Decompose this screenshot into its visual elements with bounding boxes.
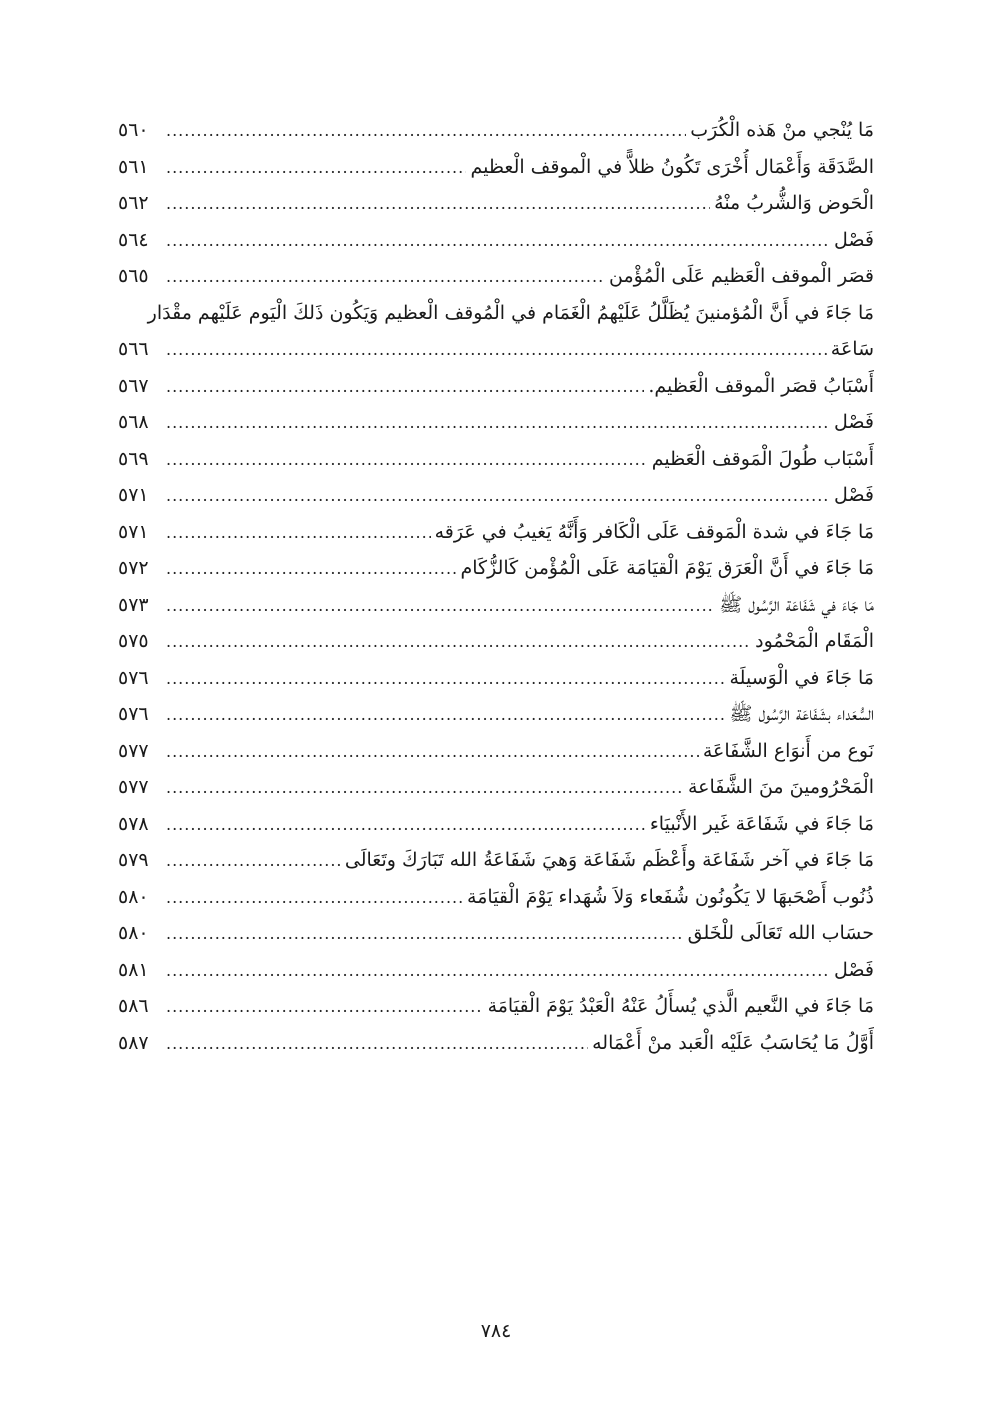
toc-entry xyxy=(118,915,874,952)
toc-entry xyxy=(118,988,874,1025)
dot-leader xyxy=(166,770,684,806)
toc-entry xyxy=(118,331,874,368)
dot-leader xyxy=(166,588,715,624)
toc-entry-page: ٥٦٥ xyxy=(118,265,149,287)
toc-entry xyxy=(118,842,874,879)
toc-entry-title: مَا جَاءَ في الْوَسيلَة xyxy=(729,666,874,689)
dot-leader xyxy=(166,734,699,770)
dot-leader xyxy=(166,332,827,368)
toc-entry-title-line: مَا جَاءَ في أَنَّ الْمُؤمنينَ يُظَلَّلُ عَلَيْهمُ الْغَمَام في الْمُوقف الْعظيم وَيَكُون ذَلكَ الْيَوم عَلَيْهم مقْدَار xyxy=(147,301,874,324)
toc-entry-page: ٥٧١ xyxy=(118,520,149,543)
toc-entry-page: ٥٧٢ xyxy=(118,557,149,579)
dot-leader xyxy=(166,843,341,879)
toc-entry-title: مَا جَاءَ في شدة الْمَوقف عَلَى الْكَافر وَأَنَّهُ يَغيبُ في عَرَقه xyxy=(434,520,874,543)
toc-entry-title: الْمَحْرُومينَ منَ الشَّفَاعة xyxy=(687,776,874,798)
toc-entry-title: فَصْل xyxy=(834,958,874,981)
toc-entry-page: ٥٦٢ xyxy=(118,192,149,214)
toc-entry-title: مَا جَاءَ في آخر شَفَاعَة وأَعْظَم شَفَاعَة وَهيَ شَفَاعَةُ الله تَبَارَكَ وتَعَالَى xyxy=(344,849,874,871)
toc-entry-title: الصَّدَقَة وَأَعْمَال أُخْرَى تَكُونُ ظلاًّ في الْموقف الْعظيم xyxy=(470,155,874,178)
toc-entry-title: الْحَوض وَالشُّربُ منْهُ xyxy=(714,192,874,214)
dot-leader xyxy=(166,697,725,733)
toc-entry-title: الْمَقَام الْمَحْمُود xyxy=(755,630,874,652)
toc-entry xyxy=(118,368,874,405)
toc-entry xyxy=(118,441,874,478)
toc-entry-title: نَوع من أَنوَاع الشَّفَاعَة xyxy=(702,739,874,762)
toc-entry-title: سَاعَة xyxy=(830,338,874,360)
toc-entry xyxy=(118,477,874,514)
toc-entry xyxy=(118,806,874,843)
toc-entry xyxy=(118,222,874,259)
toc-entry-page: ٥٨٦ xyxy=(118,995,149,1017)
toc-entry xyxy=(118,550,874,587)
toc-entry-page: ٥٦٤ xyxy=(118,228,149,251)
toc-entry-page: ٥٨١ xyxy=(118,958,149,981)
dot-leader xyxy=(166,515,431,551)
toc-entry xyxy=(118,112,874,149)
toc-entry-page: ٥٧٩ xyxy=(118,849,149,871)
dot-leader xyxy=(166,1026,588,1062)
toc-entry-page: ٥٦٠ xyxy=(118,119,149,141)
toc-entry-title: ذُنُوب أَصْحَبهَا لا يَكُونُون شُفَعاء وَلاَ شُهَداء يَوْمَ الْقيَامَة xyxy=(467,885,874,908)
toc-entry-title: مَا يُنْجي منْ هَذه الْكُرَب xyxy=(690,119,874,141)
toc-entry-title: أَسْبَابُ قصَر الْموقف الْعَظيم. xyxy=(648,374,874,397)
toc-entry-page: ٥٦١ xyxy=(118,155,149,178)
dot-leader xyxy=(166,551,456,587)
dot-leader xyxy=(166,150,466,186)
toc-entry-page: ٥٦٩ xyxy=(118,447,149,470)
toc-entry-page: ٥٦٧ xyxy=(118,374,149,397)
toc-entry xyxy=(118,149,874,186)
toc-entry-title: حسَاب الله تَعَالَى للْخَلق xyxy=(687,922,874,944)
toc-entry-page: ٥٧٣ xyxy=(118,593,149,616)
dot-leader xyxy=(166,989,484,1025)
toc-entry xyxy=(118,660,874,697)
table-of-contents xyxy=(118,112,874,1061)
toc-entry-page: ٥٦٨ xyxy=(118,411,149,433)
toc-entry-title: فَصْل xyxy=(834,484,874,506)
dot-leader xyxy=(166,624,751,660)
dot-leader xyxy=(166,113,686,149)
toc-entry-page: ٥٨٧ xyxy=(118,1031,149,1054)
dot-leader xyxy=(166,880,463,916)
toc-entry-title: مَا جَاءَ في شَفَاعَة الرَّسُول ﷺ xyxy=(719,593,874,616)
dot-leader xyxy=(166,223,830,259)
toc-entry-title: مَا جَاءَ في شَفَاعَة غَير الأَنْبيَاء xyxy=(649,812,874,835)
toc-entry-title: السُّعَداء بشَفَاعَة الرَّسُول ﷺ xyxy=(729,703,874,725)
toc-entry xyxy=(118,404,874,441)
dot-leader xyxy=(166,405,830,441)
toc-entry-page: ٥٧٦ xyxy=(118,703,149,725)
dot-leader xyxy=(166,916,684,952)
dot-leader xyxy=(166,186,710,222)
dot-leader xyxy=(166,478,830,514)
toc-entry-title: مَا جَاءَ في النَّعيم الَّذي يُسأَلُ عَنْهُ الْعَبْدُ يَوْمَ الْقيَامَة xyxy=(487,995,874,1017)
dot-leader xyxy=(166,442,648,478)
dot-leader xyxy=(166,661,726,697)
toc-entry-page: ٥٧٧ xyxy=(118,776,149,798)
toc-entry-page: ٥٧٥ xyxy=(118,630,149,652)
toc-entry-title: أَسْبَاب طُولَ الْمَوقف الْعَظيم xyxy=(651,447,874,470)
toc-entry-page: ٥٦٦ xyxy=(118,338,149,360)
toc-entry-title: فَصْل xyxy=(834,411,874,433)
toc-entry-page: ٥٧٦ xyxy=(118,666,149,689)
toc-entry-title: مَا جَاءَ في أَنَّ الْعَرَق يَوْمَ الْقيَامَة عَلَى الْمُؤْمن كَالزُّكَام xyxy=(460,557,874,579)
toc-entry-title: أَوَّلُ مَا يُحَاسَبُ عَلَيْه الْعَبد منْ أَعْمَاله xyxy=(592,1031,874,1054)
toc-entry-title: فَصْل xyxy=(834,228,874,251)
toc-entry xyxy=(118,258,874,295)
toc-entry-page: ٥٧١ xyxy=(118,484,149,506)
toc-entry xyxy=(118,733,874,770)
toc-entry-page: ٥٨٠ xyxy=(118,922,149,944)
toc-entry-page: ٥٧٨ xyxy=(118,812,149,835)
toc-entry xyxy=(118,623,874,660)
toc-entry xyxy=(118,879,874,916)
toc-entry-title: قصَر الْموقف الْعَظيم عَلَى الْمُؤْمن xyxy=(609,265,874,287)
toc-entry-page: ٥٧٧ xyxy=(118,739,149,762)
toc-entry xyxy=(118,769,874,806)
dot-leader xyxy=(166,259,605,295)
toc-entry-page: ٥٨٠ xyxy=(118,885,149,908)
dot-leader xyxy=(166,953,830,989)
toc-entry xyxy=(118,952,874,989)
toc-entry xyxy=(118,1025,874,1062)
dot-leader xyxy=(166,369,644,405)
toc-entry xyxy=(118,185,874,222)
page-number: ٧٨٤ xyxy=(480,1320,512,1342)
toc-entry xyxy=(118,587,874,624)
toc-entry xyxy=(118,696,874,733)
toc-entry xyxy=(118,514,874,551)
dot-leader xyxy=(166,807,646,843)
